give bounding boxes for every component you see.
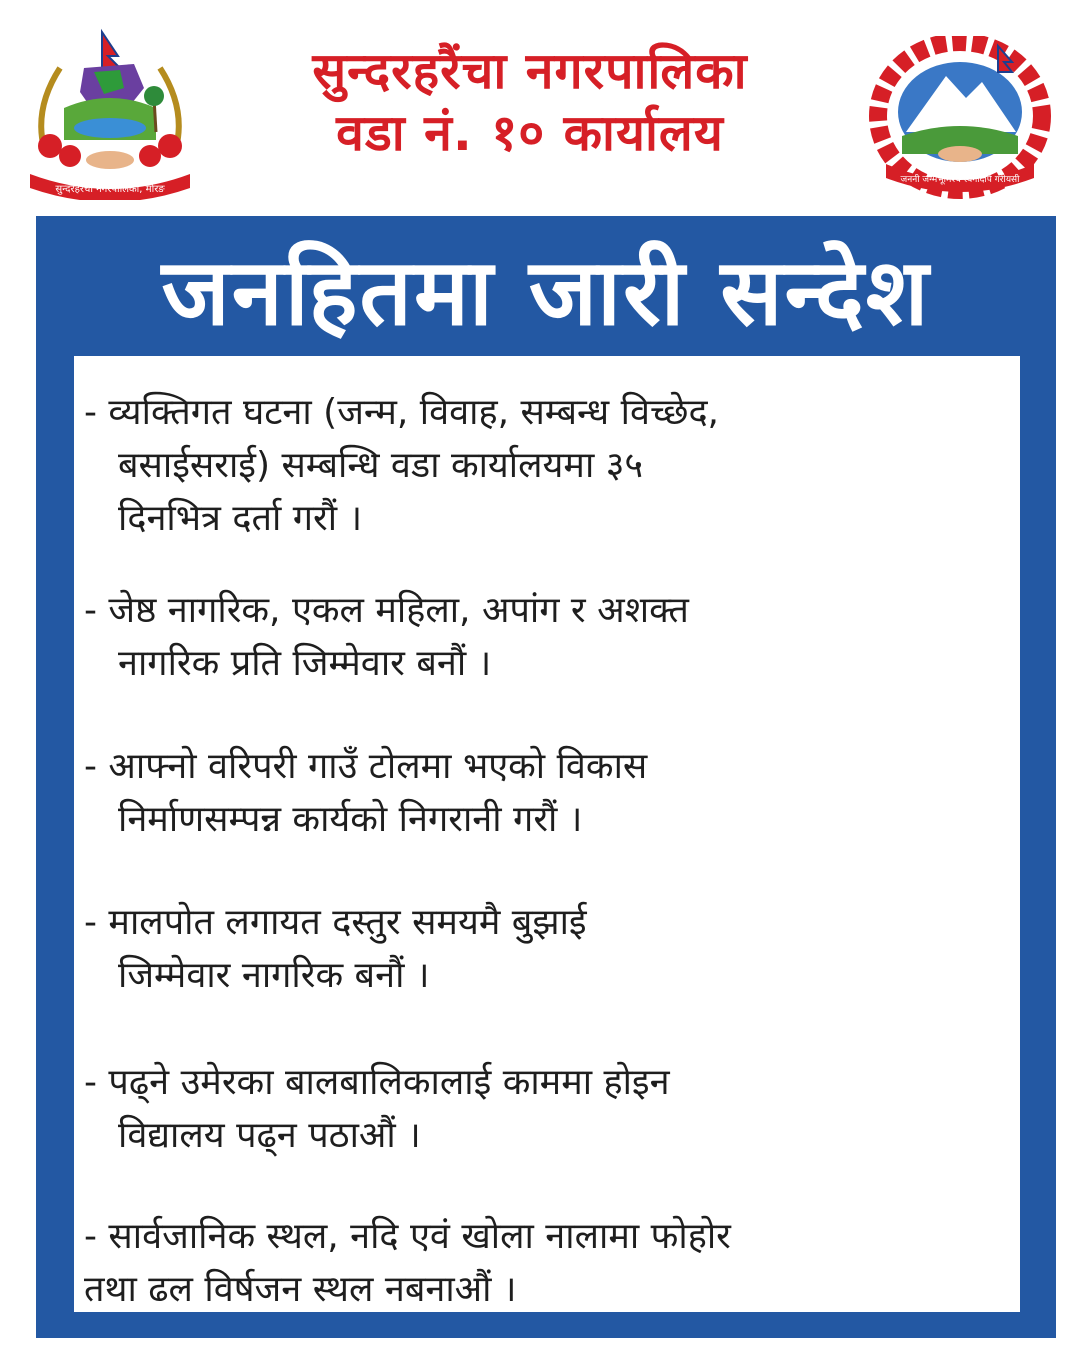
message-line: - जेष्ठ नागरिक, एकल महिला, अपांग र अशक्त [84, 590, 689, 631]
message-line: बसाईसराई) सम्बन्धि वडा कार्यालयमा ३५ [118, 445, 644, 486]
national-emblem [866, 36, 1054, 200]
message-line: तथा ढल विर्षजन स्थल नबनाऔं । [84, 1269, 517, 1310]
message-item-4 [84, 896, 994, 1002]
ward-office-name: वडा नं. १० कार्यालय [336, 104, 724, 162]
message-line: निर्माणसम्पन्न कार्यको निगरानी गरौं । [118, 799, 583, 840]
message-line: - पढ्ने उमेरका बालबालिकालाई काममा होइन [84, 1062, 670, 1103]
message-list [74, 356, 1020, 1312]
municipality-logo [24, 28, 196, 200]
message-line: विद्यालय पढ्न पठाऔं । [118, 1115, 421, 1156]
message-item-6 [84, 1210, 994, 1316]
municipality-name: सुन्दरहरैंचा नगरपालिका [312, 42, 748, 100]
notice-title: जनहितमा जारी सन्देश [161, 239, 931, 346]
message-line: - मालपोत लगायत दस्तुर समयमै बुझाई [84, 902, 587, 943]
message-line: नागरिक प्रति जिम्मेवार बनौं । [118, 643, 492, 684]
right-logo-caption: जननी जन्मभूमिश्च स्वर्गादपि गरीयसी [900, 175, 1020, 185]
message-line: - आफ्नो वरिपरी गाउँ टोलमा भएको विकास [84, 746, 648, 787]
left-logo-caption: सुन्दरहरैंचा नगरपालिका, मोरङ [55, 184, 165, 195]
header [0, 0, 1080, 210]
message-item-3 [84, 740, 994, 846]
message-item-5 [84, 1056, 994, 1162]
notice-frame [36, 216, 1056, 1338]
message-line: - व्यक्तिगत घटना (जन्म, विवाह, सम्बन्ध विच्छेद, [84, 392, 719, 433]
message-line: - सार्वजानिक स्थल, नदि एवं खोला नालामा फोहोर [84, 1216, 731, 1257]
message-line: दिनभित्र दर्ता गरौं । [118, 498, 363, 539]
message-item-2 [84, 584, 994, 690]
message-line: जिम्मेवार नागरिक बनौं । [118, 955, 430, 996]
message-item-1 [84, 386, 994, 545]
office-title [210, 40, 850, 164]
